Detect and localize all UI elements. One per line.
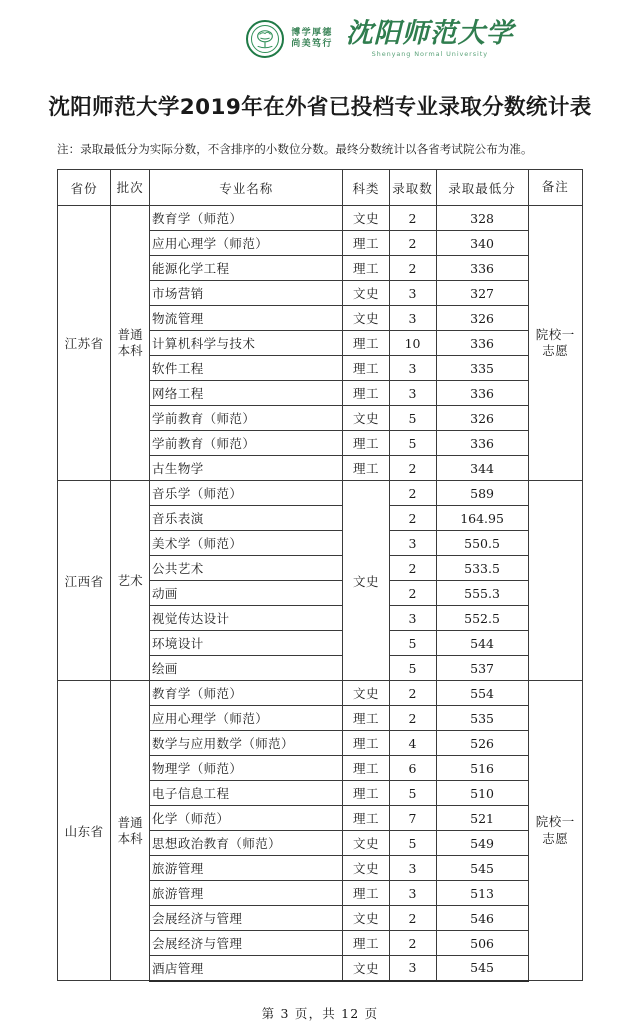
cell-major: 学前教育（师范） <box>150 431 343 456</box>
cell-type: 文史 <box>343 906 389 931</box>
cell-type: 理工 <box>343 356 389 381</box>
cell-count: 2 <box>389 256 436 281</box>
cell-major: 物流管理 <box>150 306 343 331</box>
cell-batch: 艺术 <box>111 481 150 681</box>
cell-count: 6 <box>389 756 436 781</box>
column-header-note: 备注 <box>528 170 582 206</box>
cell-min-score: 506 <box>436 931 528 956</box>
cell-major: 应用心理学（师范） <box>150 231 343 256</box>
motto-line-2: 尚美笃行 <box>291 39 333 49</box>
cell-major: 教育学（师范） <box>150 681 343 706</box>
cell-min-score: 544 <box>436 631 528 656</box>
cell-count: 3 <box>389 531 436 556</box>
cell-count: 3 <box>389 881 436 906</box>
cell-type: 理工 <box>343 431 389 456</box>
cell-province: 江西省 <box>58 481 111 681</box>
cell-major: 教育学（师范） <box>150 206 343 231</box>
cell-min-score: 589 <box>436 481 528 506</box>
cell-major: 计算机科学与技术 <box>150 331 343 356</box>
cell-count: 10 <box>389 331 436 356</box>
cell-major: 化学（师范） <box>150 806 343 831</box>
university-branding-header <box>0 0 640 78</box>
cell-count: 2 <box>389 206 436 231</box>
cell-province: 山东省 <box>58 681 111 981</box>
cell-count: 5 <box>389 831 436 856</box>
cell-type: 理工 <box>343 456 389 481</box>
page-footer: 第 3 页，共 12 页 <box>261 1005 379 1021</box>
cell-type: 理工 <box>343 381 389 406</box>
cell-major: 数学与应用数学（师范） <box>150 731 343 756</box>
cell-type: 理工 <box>343 881 389 906</box>
cell-type: 文史 <box>343 481 389 681</box>
column-header-type: 科类 <box>343 170 389 206</box>
cell-major: 环境设计 <box>150 631 343 656</box>
cell-min-score: 545 <box>436 956 528 981</box>
cell-min-score: 555.3 <box>436 581 528 606</box>
cell-major: 应用心理学（师范） <box>150 706 343 731</box>
university-motto <box>291 28 333 50</box>
page-title: 沈阳师范大学2019年在外省已投档专业录取分数统计表 <box>48 95 592 120</box>
cell-type: 理工 <box>343 706 389 731</box>
cell-min-score: 521 <box>436 806 528 831</box>
cell-count: 3 <box>389 281 436 306</box>
cell-min-score: 533.5 <box>436 556 528 581</box>
wordmark-english: Shenyang Normal University <box>371 50 488 58</box>
document-note: 注：录取最低分为实际分数，不含排序的小数位分数。最终分数统计以各省考试院公布为准。 <box>57 142 533 156</box>
cell-count: 3 <box>389 306 436 331</box>
cell-major: 古生物学 <box>150 456 343 481</box>
cell-min-score: 326 <box>436 406 528 431</box>
cell-type: 文史 <box>343 856 389 881</box>
cell-major: 酒店管理 <box>150 956 343 981</box>
cell-count: 2 <box>389 931 436 956</box>
cell-min-score: 335 <box>436 356 528 381</box>
cell-type: 文史 <box>343 681 389 706</box>
cell-count: 7 <box>389 806 436 831</box>
cell-min-score: 535 <box>436 706 528 731</box>
column-header-major: 专业名称 <box>150 170 343 206</box>
cell-count: 3 <box>389 356 436 381</box>
table-body <box>58 206 583 981</box>
cell-batch: 普通本科 <box>111 206 150 481</box>
table-row <box>58 681 583 706</box>
cell-major: 能源化学工程 <box>150 256 343 281</box>
cell-major: 音乐学（师范） <box>150 481 343 506</box>
cell-count: 2 <box>389 481 436 506</box>
cell-count: 5 <box>389 781 436 806</box>
cell-count: 2 <box>389 231 436 256</box>
cell-type: 理工 <box>343 806 389 831</box>
cell-count: 2 <box>389 456 436 481</box>
university-seal-icon <box>246 20 284 58</box>
cell-min-score: 516 <box>436 756 528 781</box>
cell-min-score: 344 <box>436 456 528 481</box>
cell-count: 5 <box>389 656 436 681</box>
cell-major: 音乐表演 <box>150 506 343 531</box>
cell-min-score: 545 <box>436 856 528 881</box>
cell-major: 思想政治教育（师范） <box>150 831 343 856</box>
cell-min-score: 552.5 <box>436 606 528 631</box>
seal-tree-icon <box>254 28 276 50</box>
column-header-count: 录取数 <box>389 170 436 206</box>
cell-count: 5 <box>389 406 436 431</box>
cell-major: 绘画 <box>150 656 343 681</box>
cell-major: 旅游管理 <box>150 881 343 906</box>
cell-min-score: 549 <box>436 831 528 856</box>
cell-type: 理工 <box>343 731 389 756</box>
cell-note: 院校一志愿 <box>528 681 582 981</box>
cell-type: 文史 <box>343 406 389 431</box>
cell-count: 4 <box>389 731 436 756</box>
cell-count: 3 <box>389 856 436 881</box>
cell-min-score: 550.5 <box>436 531 528 556</box>
cell-count: 2 <box>389 706 436 731</box>
cell-type: 文史 <box>343 206 389 231</box>
cell-type: 文史 <box>343 831 389 856</box>
cell-min-score: 327 <box>436 281 528 306</box>
cell-type: 理工 <box>343 231 389 256</box>
cell-note <box>528 481 582 681</box>
wordmark-chinese: 沈阳师范大学 <box>345 18 514 49</box>
cell-type: 文史 <box>343 281 389 306</box>
cell-major: 旅游管理 <box>150 856 343 881</box>
table-row <box>58 481 583 506</box>
cell-major: 会展经济与管理 <box>150 931 343 956</box>
cell-count: 3 <box>389 606 436 631</box>
table-row <box>58 206 583 231</box>
cell-count: 5 <box>389 631 436 656</box>
motto-line-1: 博学厚德 <box>291 28 333 39</box>
column-header-province: 省份 <box>58 170 111 206</box>
cell-major: 物理学（师范） <box>150 756 343 781</box>
cell-major: 电子信息工程 <box>150 781 343 806</box>
cell-type: 理工 <box>343 256 389 281</box>
cell-type: 理工 <box>343 331 389 356</box>
column-header-min-score: 录取最低分 <box>436 170 528 206</box>
cell-count: 3 <box>389 381 436 406</box>
cell-major: 会展经济与管理 <box>150 906 343 931</box>
cell-major: 视觉传达设计 <box>150 606 343 631</box>
cell-min-score: 526 <box>436 731 528 756</box>
cell-major: 动画 <box>150 581 343 606</box>
cell-major: 网络工程 <box>150 381 343 406</box>
admission-score-table <box>57 169 583 982</box>
cell-type: 理工 <box>343 931 389 956</box>
cell-min-score: 513 <box>436 881 528 906</box>
cell-type: 文史 <box>343 956 389 981</box>
cell-min-score: 336 <box>436 331 528 356</box>
cell-major: 软件工程 <box>150 356 343 381</box>
cell-count: 2 <box>389 506 436 531</box>
cell-count: 2 <box>389 581 436 606</box>
column-header-batch: 批次 <box>111 170 150 206</box>
cell-type: 文史 <box>343 306 389 331</box>
cell-min-score: 554 <box>436 681 528 706</box>
cell-min-score: 546 <box>436 906 528 931</box>
cell-type: 理工 <box>343 756 389 781</box>
cell-count: 2 <box>389 556 436 581</box>
cell-min-score: 336 <box>436 431 528 456</box>
cell-min-score: 340 <box>436 231 528 256</box>
cell-min-score: 326 <box>436 306 528 331</box>
cell-min-score: 336 <box>436 381 528 406</box>
cell-min-score: 328 <box>436 206 528 231</box>
logo-group <box>246 20 514 58</box>
cell-min-score: 510 <box>436 781 528 806</box>
table-header-row <box>58 170 583 206</box>
cell-min-score: 336 <box>436 256 528 281</box>
cell-count: 3 <box>389 956 436 981</box>
score-table-container <box>57 169 583 982</box>
university-wordmark <box>346 20 514 58</box>
cell-min-score: 537 <box>436 656 528 681</box>
cell-type: 理工 <box>343 781 389 806</box>
cell-major: 公共艺术 <box>150 556 343 581</box>
cell-note: 院校一志愿 <box>528 206 582 481</box>
cell-batch: 普通本科 <box>111 681 150 981</box>
table-head <box>58 170 583 206</box>
cell-count: 5 <box>389 431 436 456</box>
cell-major: 美术学（师范） <box>150 531 343 556</box>
cell-major: 市场营销 <box>150 281 343 306</box>
cell-major: 学前教育（师范） <box>150 406 343 431</box>
cell-count: 2 <box>389 906 436 931</box>
cell-min-score: 164.95 <box>436 506 528 531</box>
cell-count: 2 <box>389 681 436 706</box>
cell-province: 江苏省 <box>58 206 111 481</box>
